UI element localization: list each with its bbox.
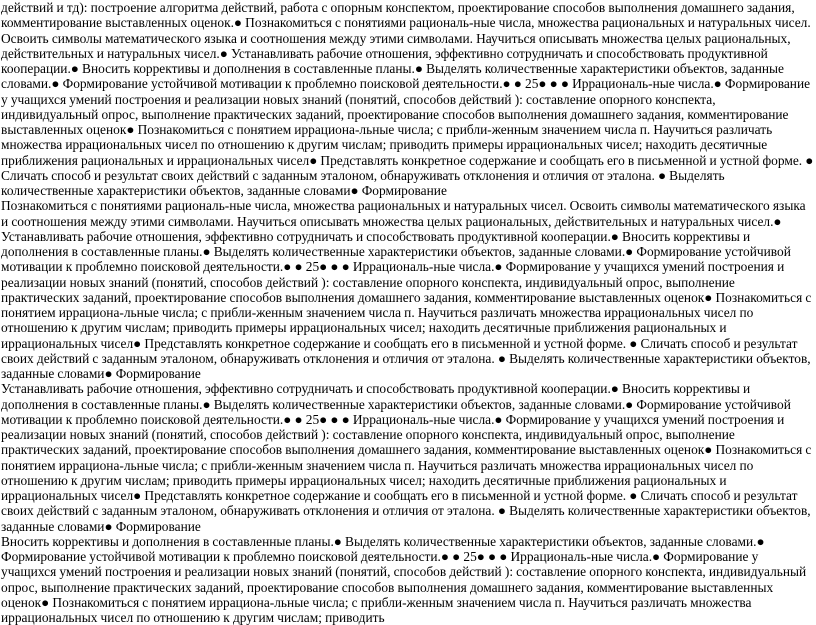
paragraph-1: действий и тд): построение алгоритма действий, работа с опорным конспектом, проектирование способов выполнения домашнего задания, комментирование выставленных оценок.● Познакомиться с понятиями рациональ-ные числа, множества рациональных и натуральных чисел. Освоить символы математического языка и соотношения между этими символами. Научиться описывать множества целых рациональных, действительных и натуральных чисел.● Устанавливать рабочие отношения, эффективно сотрудничать и способствовать продуктивной кооперации.● Вносить коррективы и дополнения в составленные планы.● Выделять количественные характеристики объектов, заданные словами.● Формирование устойчивой мотивации к проблемно поисковой деятельности.● ● 25● ● ● Иррациональ-ные числа.● Формирование у учащихся умений построения и реализации новых знаний (понятий, способов действий ): составление опорного конспекта, индивидуальный опрос, выполнение практических заданий, проектирование способов выполнения домашнего задания, комментирование выставленных оценок● Познакомиться с понятием иррациона-льные числа; с прибли-женным значением числа п. Научиться различать множества иррациональных чисел по отношению к другим числам; приводить примеры иррациональных чисел; находить десятичные приближения рациональных и иррациональных чисел● Представлять конкретное содержание и сообщать его в письменной и устной форме. ● Сличать способ и результат своих действий с заданным эталоном, обнаруживать отклонения и отличия от эталона. ● Выделять количественные характеристики объектов, заданные словами● Формирование: [1, 0, 814, 198]
paragraph-2: Познакомиться с понятиями рациональ-ные числа, множества рациональных и натуральных чисел. Освоить символы математического языка и соотношения между этими символами. Научиться описывать множества целых рациональных, действительных и натуральных чисел.● Устанавливать рабочие отношения, эффективно сотрудничать и способствовать продуктивной кооперации.● Вносить коррективы и дополнения в составленные планы.● Выделять количественные характеристики объектов, заданные словами.● Формирование устойчивой мотивации к проблемно поисковой деятельности.● ● 25● ● ● Иррациональ-ные числа.● Формирование у учащихся умений построения и реализации новых знаний (понятий, способов действий ): составление опорного конспекта, индивидуальный опрос, выполнение практических заданий, проектирование способов выполнения домашнего задания, комментирование выставленных оценок● Познакомиться с понятием иррациона-льные числа; с прибли-женным значением числа п. Научиться различать множества иррациональных чисел по отношению к другим числам; приводить примеры иррациональных чисел; находить десятичные приближения рациональных и иррациональных чисел● Представлять конкретное содержание и сообщать его в письменной и устной форме. ● Сличать способ и результат своих действий с заданным эталоном, обнаруживать отклонения и отличия от эталона. ● Выделять количественные характеристики объектов, заданные словами● Формирование: [1, 198, 812, 381]
paragraph-4: Вносить коррективы и дополнения в составленные планы.● Выделять количественные характеристики объектов, заданные словами.● Формирование устойчивой мотивации к проблемно поисковой деятельности.● ● 25● ● ● Иррациональ-ные числа.● Формирование у учащихся умений построения и реализации новых знаний (понятий, способов действий ): составление опорного конспекта, индивидуальный опрос, выполнение практических заданий, проектирование способов выполнения домашнего задания, комментирование выставленных оценок● Познакомиться с понятием иррациона-льные числа; с прибли-женным значением числа п. Научиться различать множества иррациональных чисел по отношению к другим числам; приводить: [1, 533, 807, 625]
paragraph-3: Устанавливать рабочие отношения, эффективно сотрудничать и способствовать продуктивной кооперации.● Вносить коррективы и дополнения в составленные планы.● Выделять количественные характеристики объектов, заданные словами.● Формирование устойчивой мотивации к проблемно поисковой деятельности.● ● 25● ● ● Иррациональ-ные числа.● Формирование у учащихся умений построения и реализации новых знаний (понятий, способов действий ): составление опорного конспекта, индивидуальный опрос, выполнение практических заданий, проектирование способов выполнения домашнего задания, комментирование выставленных оценок● Познакомиться с понятием иррациона-льные числа; с прибли-женным значением числа п. Научиться различать множества иррациональных чисел по отношению к другим числам; приводить примеры иррациональных чисел; находить десятичные приближения рациональных и иррациональных чисел● Представлять конкретное содержание и сообщать его в письменной и устной форме. ● Сличать способ и результат своих действий с заданным эталоном, обнаруживать отклонения и отличия от эталона. ● Выделять количественные характеристики объектов, заданные словами● Формирование: [1, 381, 812, 534]
